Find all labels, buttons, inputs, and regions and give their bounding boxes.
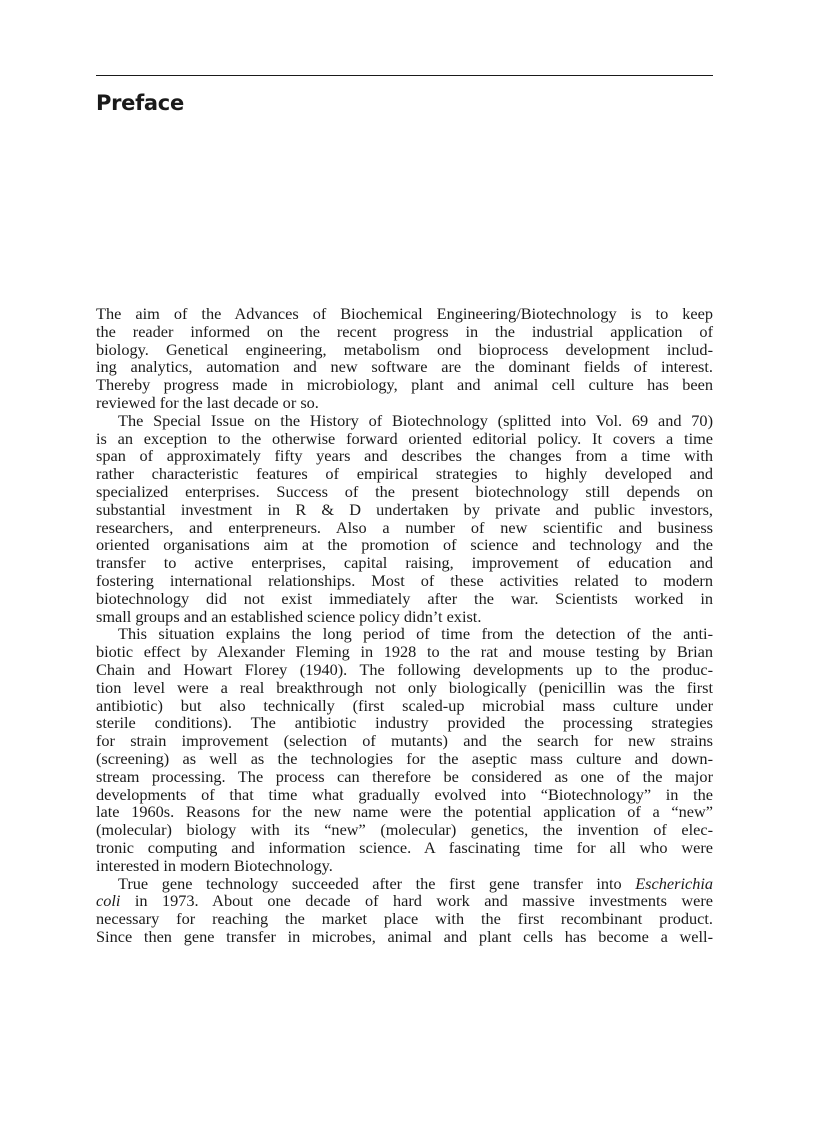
text-line: This situation explains the long period of time from the detection of the anti-: [118, 624, 713, 644]
text-line: The Special Issue on the History of Biotechnology (splitted into Vol. 69 and 70): [118, 410, 713, 430]
text-line: developments of that time what gradually evolved into “Biotechnology” in the: [96, 784, 713, 804]
text-line: transfer to active enterprises, capital raising, improvement of education and: [96, 553, 713, 573]
text-line: rather characteristic features of empirical strategies to highly developed and: [96, 464, 713, 484]
text-line: ing analytics, automation and new software are the dominant fields of interest.: [96, 357, 713, 377]
text-line: [96, 892, 713, 910]
text-line: tronic computing and information science. A fascinating time for all who were: [96, 837, 713, 857]
text-line: stream processing. The process can therefore be considered as one of the major: [96, 766, 713, 786]
text-run: in 1973. About one decade of hard work and massive investments were: [120, 891, 713, 911]
paragraph-1: [96, 305, 713, 412]
text-run: True gene technology succeeded after the first gene transfer into: [118, 873, 636, 893]
italic-term: coli: [96, 891, 121, 911]
text-line: sterile conditions). The antibiotic industry provided the processing strategies: [96, 713, 713, 733]
text-line: fostering international relationships. Most of these activities related to modern: [96, 570, 713, 590]
text-line: oriented organisations aim at the promotion of science and technology and the: [96, 535, 713, 555]
text-line: late 1960s. Reasons for the new name were the potential application of a “new”: [96, 802, 713, 822]
text-line: is an exception to the otherwise forward oriented editorial policy. It covers a time: [96, 428, 713, 448]
text-line: antibiotic) but also technically (first scaled-up microbial mass culture under: [96, 695, 713, 715]
text-line: researchers, and enterpreneurs. Also a number of new scientific and business: [96, 517, 713, 537]
text-line: (molecular) biology with its “new” (molecular) genetics, the invention of elec-: [96, 820, 713, 840]
text-line: specialized enterprises. Success of the present biotechnology still depends on: [96, 481, 713, 501]
text-line: biotic effect by Alexander Fleming in 1928 to the rat and mouse testing by Brian: [96, 642, 713, 662]
text-line: Since then gene transfer in microbes, animal and plant cells has become a well-: [96, 926, 713, 946]
text-line: [96, 875, 713, 893]
text-line: reviewed for the last decade or so.: [96, 392, 319, 412]
text-line: small groups and an established science policy didn’t exist.: [96, 606, 482, 626]
text-line: tion level were a real breakthrough not only biologically (penicillin was the first: [96, 677, 713, 697]
paragraph-4: [96, 875, 713, 946]
text-line: Chain and Howart Florey (1940). The following developments up to the produc-: [96, 659, 713, 679]
text-line: (screening) as well as the technologies for the aseptic mass culture and down-: [96, 748, 713, 768]
text-line: for strain improvement (selection of mutants) and the search for new strains: [96, 731, 713, 751]
paragraph-3: [96, 625, 713, 874]
text-line: biotechnology did not exist immediately after the war. Scientists worked in: [96, 588, 713, 608]
body-text: [96, 305, 713, 946]
page-title: Preface: [96, 91, 184, 115]
paragraph-2: [96, 412, 713, 626]
text-line: the reader informed on the recent progress in the industrial application of: [96, 321, 713, 341]
text-line: necessary for reaching the market place with the first recombinant product.: [96, 909, 713, 929]
text-line: Thereby progress made in microbiology, plant and animal cell culture has been: [96, 375, 713, 395]
text-line: span of approximately fifty years and describes the changes from a time with: [96, 446, 713, 466]
text-line: The aim of the Advances of Biochemical Engineering/Biotechnology is to keep: [96, 304, 713, 323]
text-line: biology. Genetical engineering, metabolism ond bioprocess development includ-: [96, 339, 713, 359]
italic-term: Escherichia: [635, 873, 713, 893]
header-rule: [96, 75, 713, 76]
text-line: substantial investment in R & D undertaken by private and public investors,: [96, 499, 713, 519]
text-line: interested in modern Biotechnology.: [96, 855, 333, 875]
